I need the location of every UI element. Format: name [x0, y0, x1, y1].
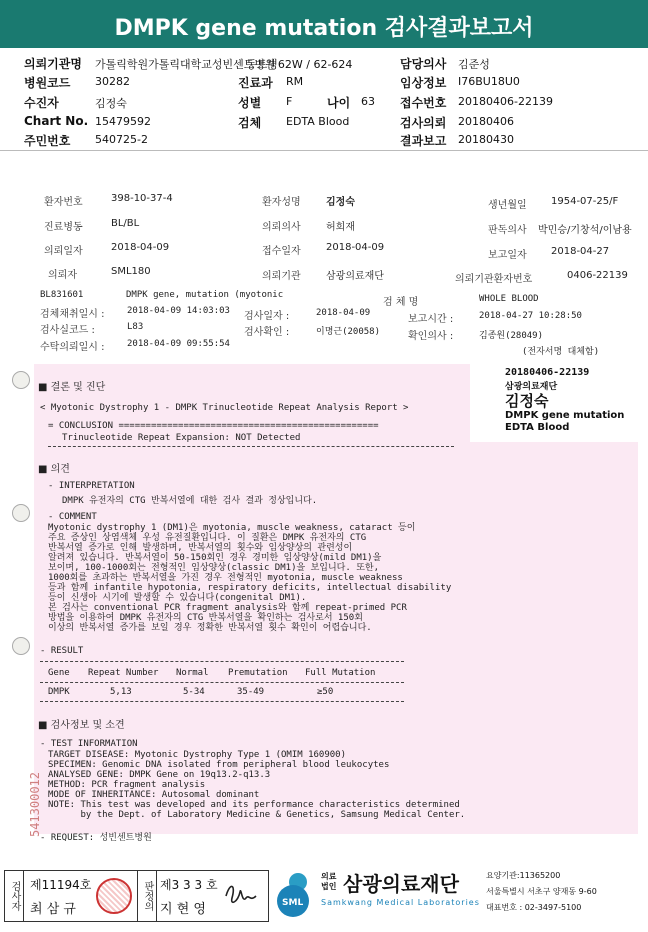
- label-specimen-name: 검 체 명: [383, 297, 419, 308]
- test-info-line: by the Dept. of Laboratory Medicine & Genetics, Samsung Medical Center.: [48, 810, 466, 820]
- td-gene: DMPK: [48, 687, 70, 697]
- comment-line: 방법을 이용하여 DMPK 유전자의 CTG 반복서열을 확인하는 검사로서 150회: [48, 613, 363, 623]
- sticker-specimen: EDTA Blood: [505, 422, 570, 433]
- org-code: 요양기관:11365200: [486, 871, 561, 880]
- section-result-heading: ■ 결론 및 진단: [38, 382, 106, 393]
- test-info-line: METHOD: PCR fragment analysis: [48, 780, 206, 790]
- th-repeat-number: Repeat Number: [88, 668, 159, 678]
- judge-signature: [222, 876, 262, 912]
- label-age: 나이: [327, 96, 351, 110]
- label-specimen: 검체: [238, 116, 262, 130]
- label-reader: 판독의사: [488, 225, 527, 236]
- label-client: 의뢰자: [48, 270, 77, 281]
- th-full-mutation: Full Mutation: [305, 668, 376, 678]
- value-lab-code: L83: [127, 322, 144, 332]
- label-chart-no: Chart No.: [24, 114, 89, 128]
- judge-label: 판정의: [138, 871, 157, 921]
- punch-hole: [12, 371, 30, 389]
- assay-title: < Myotonic Dystrophy 1 - DMPK Trinucleotide Repeat Analysis Report >: [40, 403, 409, 413]
- value-reader: 박민승/기창석/이남용: [538, 225, 632, 236]
- examiner-label: 검사자: [5, 871, 24, 921]
- examiner-name: 최 삼 규: [30, 902, 76, 917]
- sticker-receipt-no: 20180406-22139: [505, 367, 590, 378]
- comment-line: 본 검사는 conventional PCR fragment analysis와 함께 repeat-primed PCR: [48, 603, 407, 613]
- table-header-rule: [40, 682, 404, 683]
- label-birth: 생년월일: [488, 200, 527, 211]
- sml-logo-icon: [268, 868, 318, 920]
- sml-logo-text: SML: [282, 898, 304, 908]
- label-hospital-code: 병원코드: [24, 76, 71, 90]
- test-info-line: NOTE: This test was developed and its performance characteristics determined: [48, 800, 460, 810]
- table-bottom-rule: [40, 701, 404, 702]
- interpretation-text: DMPK 유전자의 CTG 반복서열에 대한 검사 결과 정상입니다.: [62, 496, 318, 506]
- value-verifier: 김종원(28049): [479, 331, 544, 341]
- table-top-rule: [40, 661, 404, 662]
- value-age: 63: [361, 95, 375, 108]
- comment-line: 1000회를 초과하는 반복서열을 가진 경우 전형적인 myotonia, muscle weakness: [48, 573, 403, 583]
- esign-note: (전자서명 대체함): [522, 347, 600, 357]
- th-normal: Normal: [176, 668, 209, 678]
- value-hospital-code: 30282: [95, 75, 130, 88]
- value-clinical-info: I76BU18U0: [458, 75, 520, 88]
- test-info-line: TARGET DISEASE: Myotonic Dystrophy Type 1 (OMIM 160900): [48, 750, 347, 760]
- sticker-test: DMPK gene mutation: [505, 410, 625, 421]
- label-report-time: 보고시간 :: [408, 314, 454, 325]
- value-test-date: 2018-04-09: [316, 308, 371, 318]
- report-title: DMPK gene mutation 검사결과보고서: [0, 0, 648, 46]
- divider: [48, 446, 454, 447]
- th-premutation: Premutation: [228, 668, 288, 678]
- label-clinical-info: 임상정보: [400, 76, 447, 90]
- sticker-patient: 김정숙: [505, 392, 549, 410]
- test-name: DMPK gene, mutation (myotonic: [126, 290, 284, 300]
- request-line: - REQUEST: 성빈센트병원: [40, 833, 152, 843]
- label-recv-date: 접수일자: [262, 246, 301, 257]
- value-req-date: 2018-04-09: [111, 242, 170, 253]
- value-patient: 김정숙: [95, 97, 127, 110]
- label-inst-patient-no: 의뢰기관환자번호: [455, 274, 533, 285]
- value-client: SML180: [111, 266, 151, 277]
- comment-line: 주요 증상인 상염색체 우성 유전질환입니다. 이 질환은 DMPK 유전자의 CTG: [48, 533, 367, 543]
- comment-line: 등과 함께 infantile hypotonia, respiratory deficits, intellectual disability: [48, 583, 452, 593]
- value-report-day: 2018-04-27: [551, 246, 610, 257]
- label-req-doctor: 의뢰의사: [262, 222, 301, 233]
- comment-line: 알려져 있습니다. 반복서열이 50-150회인 경우 경미한 임상양상(mild DM1)을: [48, 553, 382, 563]
- label-patient-name: 환자성명: [262, 197, 301, 208]
- value-specimen-name: WHOLE BLOOD: [479, 294, 539, 304]
- test-info-line: MODE OF INHERITANCE: Autosomal dominant: [48, 790, 260, 800]
- value-patient-name: 김정숙: [326, 197, 355, 208]
- org-address: 서울특별시 서초구 양재동 9-60: [486, 887, 597, 896]
- test-info-line: ANALYSED GENE: DMPK Gene on 19q13.2-q13.3: [48, 770, 271, 780]
- value-receipt-time: 2018-04-09 09:55:54: [127, 339, 230, 349]
- value-department: RM: [286, 75, 304, 88]
- org-name: 삼광의료재단: [343, 872, 459, 896]
- value-institution-name: 삼광의료재단: [326, 271, 384, 282]
- label-report-day: 보고일자: [488, 250, 527, 261]
- test-info-line: SPECIMEN: Genomic DNA isolated from peripheral blood leukocytes: [48, 760, 390, 770]
- label-req-date: 의뢰일자: [44, 246, 83, 257]
- conclusion-text: Trinucleotide Repeat Expansion: NOT Detected: [62, 433, 301, 443]
- comment-line: Myotonic dystrophy 1 (DM1)은 myotonia, muscle weakness, cataract 등이: [48, 523, 416, 533]
- td-full-mutation: ≥50: [317, 687, 334, 697]
- label-test-date: 검사일자 :: [244, 311, 290, 322]
- examiner-seal: [96, 878, 132, 914]
- org-phone: 대표번호 : 02-3497-5100: [486, 903, 582, 912]
- value-ward-code: BL/BL: [111, 218, 140, 229]
- td-premutation: 35-49: [237, 687, 265, 697]
- value-resident-no: 540725-2: [95, 133, 148, 146]
- section-opinion-heading: ■ 의견: [38, 464, 70, 475]
- label-resident-no: 주민번호: [24, 134, 71, 148]
- value-report-time: 2018-04-27 10:28:50: [479, 311, 582, 321]
- comment-line: 반복서열 증가로 인해 발생하며, 반복서열의 횟수와 임상양상의 관련성이: [48, 543, 353, 553]
- sticker-org: 삼광의료재단: [505, 382, 558, 392]
- value-birth: 1954-07-25/F: [551, 196, 619, 207]
- comment-heading: - COMMENT: [48, 512, 97, 522]
- td-normal: 5-34: [183, 687, 205, 697]
- label-verifier: 확인의사 :: [408, 331, 454, 342]
- value-patient-no: 398-10-37-4: [111, 193, 173, 204]
- value-request-date: 20180406: [458, 115, 514, 128]
- examiner-license: 제11194호: [30, 878, 92, 892]
- punch-hole: [12, 504, 30, 522]
- judge-name: 지 현 영: [160, 902, 206, 917]
- test-info-body: [48, 750, 465, 820]
- value-specimen: EDTA Blood: [286, 115, 350, 128]
- comment-line: 보이며, 100-1000회는 전형적인 임상양상(classic DM1)을 보입니다. 또한,: [48, 563, 380, 573]
- td-repeat-number: 5,13: [110, 687, 132, 697]
- label-confirm: 검사확인 :: [244, 327, 290, 338]
- header-divider: [0, 150, 648, 151]
- judge-license: 제3 3 3 호: [160, 878, 218, 892]
- value-recv-date: 2018-04-09: [326, 242, 385, 253]
- label-report-date: 결과보고: [400, 134, 447, 148]
- section-info-heading: ■ 검사정보 및 소견: [38, 720, 125, 731]
- value-collect: 2018-04-09 14:03:03: [127, 306, 230, 316]
- org-prefix: 의료법인: [321, 872, 337, 891]
- label-lab-code: 검사실코드 :: [40, 325, 95, 336]
- title-underline: [0, 46, 648, 48]
- label-sex: 성별: [238, 96, 262, 110]
- value-ward: 동트병62W / 62-624: [246, 58, 353, 71]
- punch-hole: [12, 637, 30, 655]
- interpretation-heading: - INTERPRETATION: [48, 481, 135, 491]
- test-info-heading: - TEST INFORMATION: [40, 739, 138, 749]
- label-patient-no: 환자번호: [44, 197, 83, 208]
- side-barcode-number: 541300012: [28, 772, 42, 838]
- result-heading: - RESULT: [40, 646, 84, 656]
- value-report-date: 20180430: [458, 133, 514, 146]
- value-receipt-no: 20180406-22139: [458, 95, 553, 108]
- comment-line: 이상의 반복서열 증가를 보일 경우 정확한 반복서열 횟수 확인이 어렵습니다.: [48, 623, 372, 633]
- value-doctor: 김준성: [458, 58, 490, 71]
- value-institution: 가톨릭학원가톨릭대학교성빈센트병원: [95, 58, 276, 71]
- label-receipt-no: 접수번호: [400, 96, 447, 110]
- comment-line: 등이 신생아 시기에 발생할 수 있습니다(congenital DM1).: [48, 593, 307, 603]
- label-ward: 진료병동: [44, 222, 83, 233]
- value-chart-no: 15479592: [95, 115, 151, 128]
- org-english-name: Samkwang Medical Laboratories: [321, 898, 480, 907]
- label-institution-name: 의뢰기관: [262, 271, 301, 282]
- label-request-date: 검사의뢰: [400, 116, 447, 130]
- label-institution: 의뢰기관명: [24, 57, 82, 71]
- value-sex: F: [286, 95, 293, 108]
- th-gene: Gene: [48, 668, 70, 678]
- comment-body: [48, 523, 451, 633]
- conclusion-heading: = CONCLUSION ================================================: [48, 421, 379, 431]
- value-inst-patient-no: 0406-22139: [567, 270, 628, 281]
- label-patient: 수진자: [24, 96, 59, 110]
- label-collect: 검체채취일시 :: [40, 309, 105, 320]
- value-confirm: 이명근(20058): [316, 327, 381, 337]
- test-code: BL831601: [40, 290, 84, 300]
- label-doctor: 담당의사: [400, 57, 447, 71]
- value-req-doctor: 허희재: [326, 222, 355, 233]
- label-department: 진료과: [238, 76, 273, 90]
- label-receipt-time: 수탁의뢰일시 :: [40, 342, 105, 353]
